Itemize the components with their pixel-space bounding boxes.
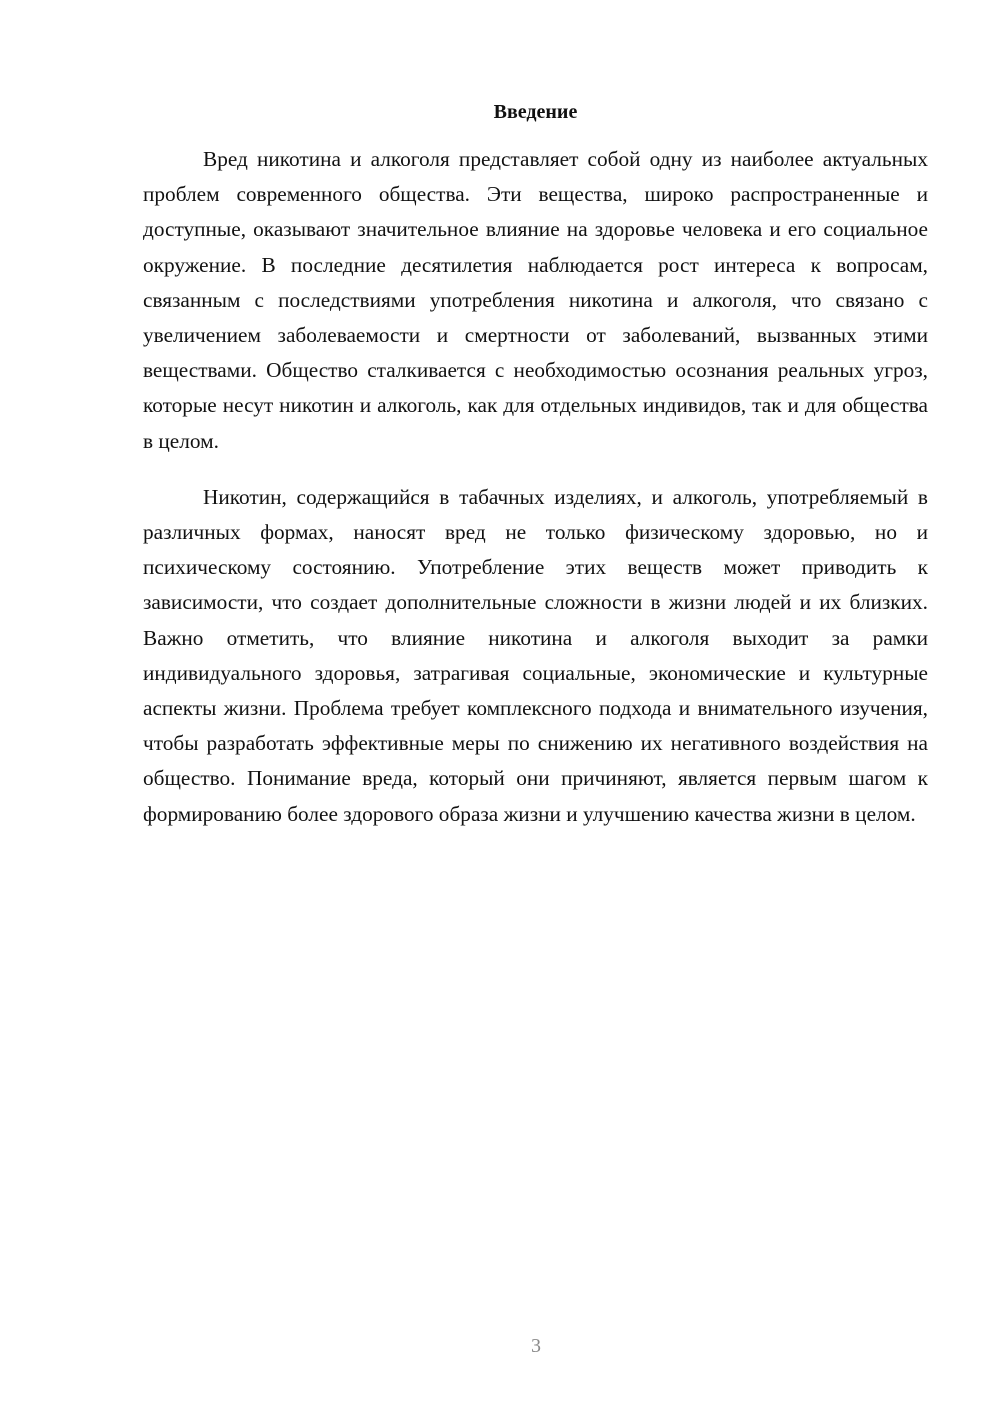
page-number: 3 bbox=[531, 1335, 541, 1357]
paragraph-2: Никотин, содержащийся в табачных изделиях, и алкоголь, употребляемый в различных формах, наносят вред не только физическому здоровью, но и психическому состоянию. Употребление этих веществ может приводить к зависимости, что создает дополнительные сложности в жизни людей и их близких. Важно отметить, что влияние никотина и алкоголя выходит за рамки индивидуального здоровья, затрагивая социальные, экономические и культурные аспекты жизни. Проблема требует комплексного подхода и внимательного изучения, чтобы разработать эффективные меры по снижению их негативного воздействия на общество. Понимание вреда, который они причиняют, является первым шагом к формированию более здорового образа жизни и улучшению качества жизни в целом. bbox=[143, 484, 928, 826]
section-heading: Введение bbox=[493, 101, 578, 123]
paragraph-1: Вред никотина и алкоголя представляет собой одну из наиболее актуальных проблем современного общества. Эти вещества, широко распространенные и доступные, оказывают значительное влияние на здоровье человека и его социальное окружение. В последние десятилетия наблюдается рост интереса к вопросам, связанным с последствиями употребления никотина и алкоголя, что связано с увеличением заболеваемости и смертности от заболеваний, вызванных этими веществами. Общество сталкивается с необходимостью осознания реальных угроз, которые несут никотин и алкоголь, как для отдельных индивидов, так и для общества в целом. bbox=[143, 147, 928, 453]
body-text bbox=[143, 142, 928, 832]
